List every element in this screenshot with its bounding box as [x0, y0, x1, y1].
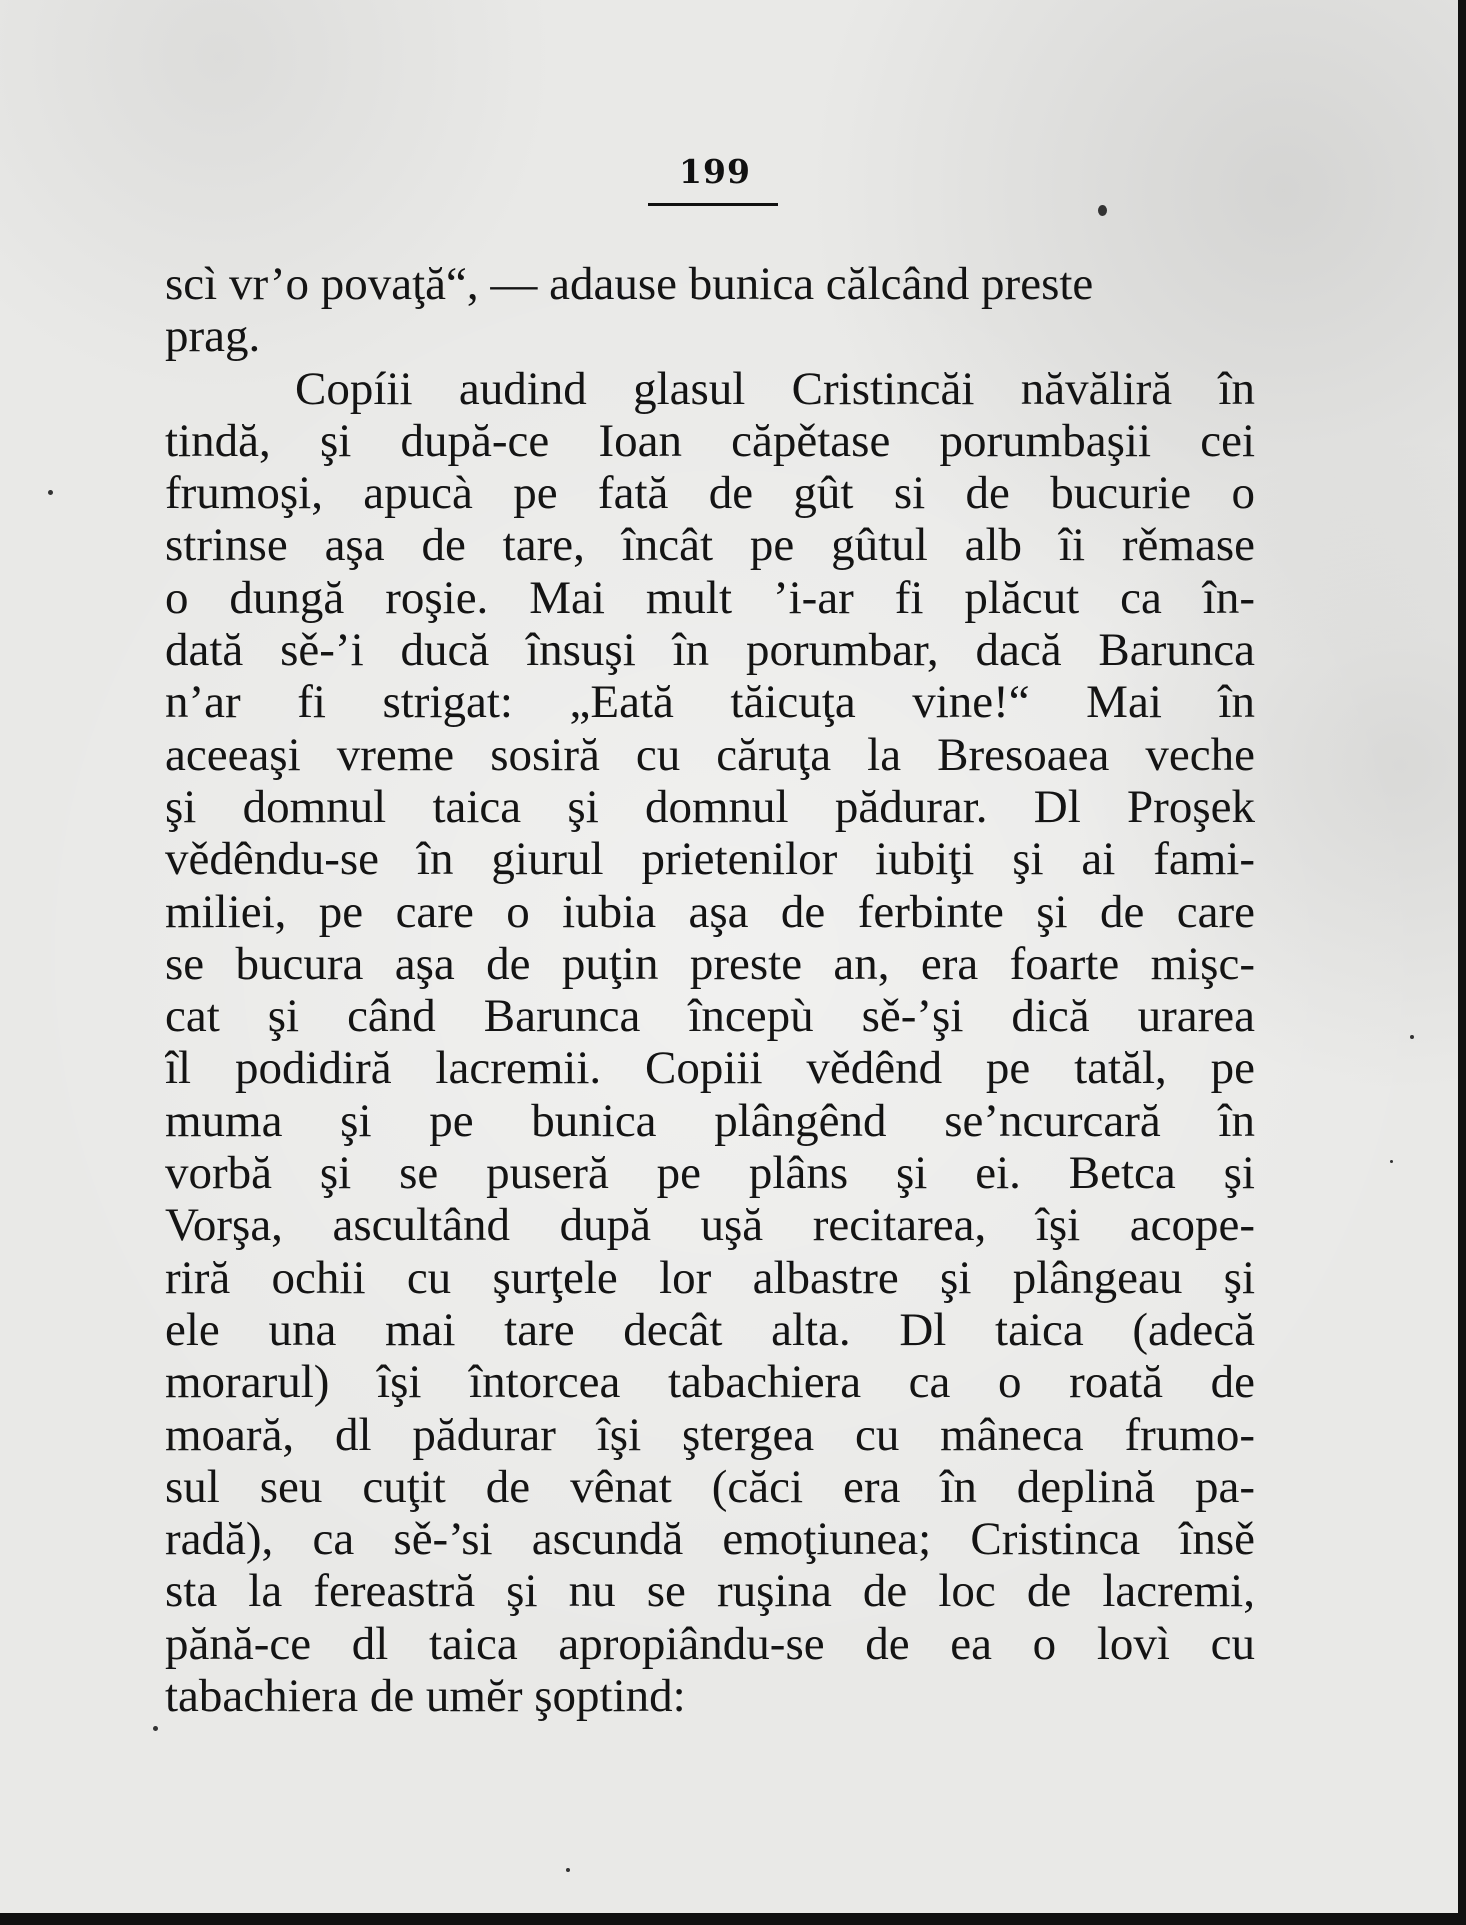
text-line: prag.	[165, 310, 261, 363]
text-line: Copíii audind glasul Cristincăi năvăliră în	[295, 362, 1255, 415]
scan-edge-bottom	[0, 1913, 1466, 1925]
text-line: n’ar fi strigat: „Eată tăicuţa vine!“ Mai în	[165, 676, 1255, 729]
text-line: morarul) îşi întorcea tabachiera ca o roată de	[165, 1356, 1255, 1409]
print-speck	[153, 1726, 158, 1731]
text-line: o dungă roşie. Mai mult ’i-ar fi plăcut ca în-	[165, 571, 1255, 624]
text-line: pănă-ce dl taica apropiându-se de ea o lovì cu	[165, 1617, 1255, 1670]
text-line: frumoşi, apucà pe fată de gût si de bucurie o	[165, 467, 1255, 520]
text-line: Vorşa, ascultând după uşă recitarea, îşi acope-	[165, 1199, 1255, 1252]
scan-edge-right	[1458, 0, 1466, 1925]
text-line: se bucura aşa de puţin preste an, era foarte mişc-	[165, 937, 1255, 990]
print-speck	[48, 490, 53, 495]
text-line: cat şi când Barunca începù sě-’şi dică urarea	[165, 990, 1255, 1043]
body-text	[165, 258, 1255, 1722]
page-number-rule	[648, 203, 778, 206]
text-line: şi domnul taica şi domnul pădurar. Dl Proşek	[165, 780, 1255, 833]
text-line: muma şi pe bunica plângênd se’ncurcară în	[165, 1094, 1255, 1147]
print-speck	[1098, 205, 1107, 216]
text-line: moară, dl pădurar îşi ştergea cu mâneca frumo-	[165, 1408, 1255, 1461]
print-speck	[1390, 1160, 1393, 1163]
text-line: miliei, pe care o iubia aşa de ferbinte şi de care	[165, 885, 1255, 938]
text-line: sul seu cuţit de vênat (căci era în deplină pa-	[165, 1460, 1255, 1513]
text-line: radă), ca sě-’si ascundă emoţiunea; Cristinca însě	[165, 1513, 1255, 1566]
text-line: aceeaşi vreme sosiră cu căruţa la Bresoaea veche	[165, 728, 1255, 781]
print-speck	[1410, 1035, 1414, 1039]
text-line: strinse aşa de tare, încât pe gûtul alb îi rěmase	[165, 519, 1255, 572]
text-line: dată sě-’i ducă însuşi în porumbar, dacă Barunca	[165, 624, 1255, 677]
text-line: tindă, şi după-ce Ioan căpětase porumbaşii cei	[165, 414, 1255, 467]
text-line: riră ochii cu şurţele lor albastre şi plângeau şi	[165, 1251, 1255, 1304]
print-speck	[566, 1868, 570, 1872]
text-line: scì vr’o povaţă“, — adause bunica călcând preste	[165, 258, 1094, 310]
text-line: vorbă şi se puseră pe plâns şi ei. Betca şi	[165, 1147, 1255, 1200]
page-number: 199	[679, 152, 751, 191]
text-line: îl podidiră lacremii. Copiii vědênd pe tatăl, pe	[165, 1042, 1255, 1095]
text-line: ele una mai tare decât alta. Dl taica (adecă	[165, 1303, 1255, 1356]
text-line: vědêndu-se în giurul prietenilor iubiţi şi ai fami-	[165, 833, 1255, 886]
text-line: tabachiera de umĕr şoptind:	[165, 1670, 686, 1723]
text-line: sta la fereastră şi nu se ruşina de loc de lacremi,	[165, 1565, 1255, 1618]
